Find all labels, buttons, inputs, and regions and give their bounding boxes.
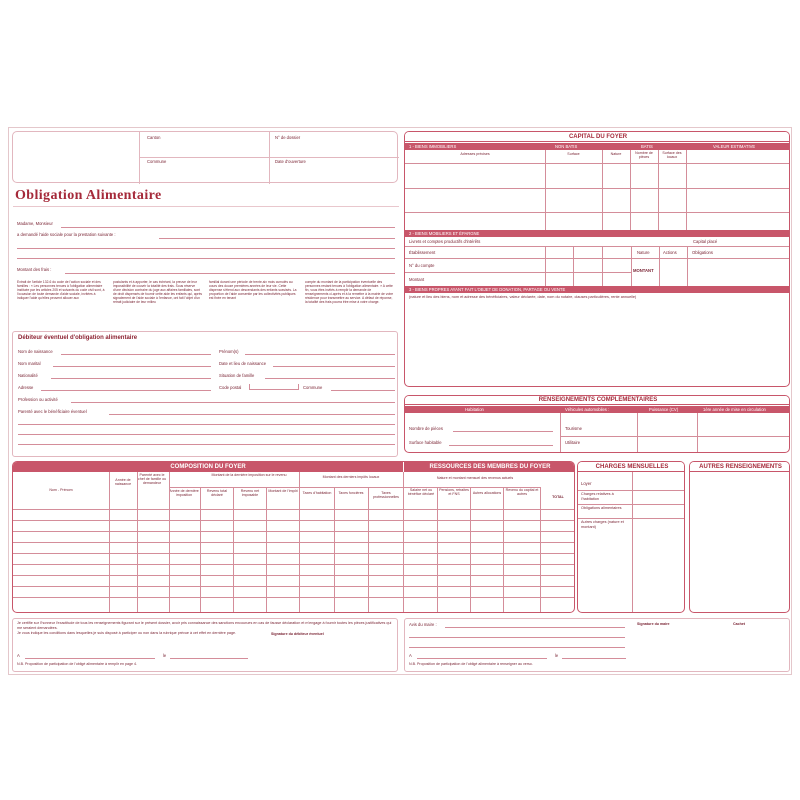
situation-field[interactable] bbox=[265, 378, 395, 379]
section-1-bar bbox=[405, 143, 790, 150]
info-paragraph-1: Extrait de l'article 132-6 du code de l'action sociale et des familles : « Les personnes tenues à l'obligation alimentaire instituée par les articles 205 et suivants du code civil sont, à l'occasion de toute demande d'aide sociale, invitées à indiquer l'aide qu'elles peuvent allouer aux bbox=[17, 280, 105, 300]
nature-header: Nature bbox=[610, 152, 622, 156]
livrets-label: Livrets et comptes productifs d'intérêts bbox=[409, 239, 481, 244]
taxe-fonc-header: Taxes foncières bbox=[338, 491, 364, 495]
surface-field[interactable] bbox=[449, 445, 553, 446]
section-3-label: 3 - BIENS PROPRES AYANT FAIT L'OBJET DE DONATION, PARTAGE OU VENTE bbox=[409, 287, 566, 292]
page-title: Obligation Alimentaire bbox=[15, 188, 162, 203]
adresse-label: Adresse bbox=[18, 385, 34, 390]
composition-title: COMPOSITION DU FOYER bbox=[13, 462, 403, 472]
commune-field-label: Commune bbox=[303, 385, 323, 390]
nature2-label: Nature bbox=[637, 250, 650, 255]
utilitaire-label: Utilitaire bbox=[565, 440, 581, 445]
total-header: TOTAL bbox=[552, 495, 564, 499]
nb-pieces-field[interactable] bbox=[453, 431, 553, 432]
nb-right: N.B. Proposition de participation de l'obligé alimentaire à renseigner au verso. bbox=[409, 662, 533, 666]
renseignements-box bbox=[404, 395, 790, 453]
avis-maire-field[interactable] bbox=[445, 627, 625, 628]
le-field-right[interactable] bbox=[562, 658, 626, 659]
pensions-header: Pensions, retraites et FNS bbox=[439, 488, 469, 497]
ressources-title: RESSOURCES DES MEMBRES DU FOYER bbox=[403, 462, 575, 472]
footer-right bbox=[404, 618, 790, 672]
batis-label: BATIS bbox=[641, 144, 653, 149]
madame-field[interactable] bbox=[61, 227, 395, 228]
renseignements-title: RENSEIGNEMENTS COMPLÉMENTAIRES bbox=[405, 396, 790, 405]
charges-title: CHARGES MENSUELLES bbox=[578, 462, 685, 472]
demande-field[interactable] bbox=[159, 238, 395, 239]
renseignements-bar bbox=[405, 406, 790, 413]
dossier-label: N° de dossier bbox=[275, 135, 301, 140]
info-paragraph-2: postulants et à apporter, le cas échéant, la preuve de leur impossibilité de couvrir la totalité des frais. Sous réserve d'une décision contraire du juge aux affaires familiales, sont de droit dispensés de fournir cette aide les enfants qui, après signalement de l'aide sociale à l'enfance, ont fait l'objet d'un retrait judiciaire de leur milieu bbox=[113, 280, 203, 304]
autres-charges-label: Autres charges (nature et montant) bbox=[581, 520, 624, 529]
section-2-label: 2 - BIENS MOBILIERS ET ÉPARGNE bbox=[409, 231, 480, 236]
parente-field[interactable] bbox=[109, 414, 395, 415]
composition-box bbox=[12, 461, 575, 613]
a-label-right: A bbox=[409, 653, 412, 658]
date-lieu-label: Date et lieu de naissance bbox=[219, 361, 267, 366]
annee-imposition-header: Année de dernière imposition bbox=[169, 489, 199, 498]
charges-box bbox=[577, 461, 685, 613]
revenu-capital-header: Revenu du capital et autres bbox=[505, 488, 539, 497]
annee-circ-label: 1ère année de mise en circulation bbox=[703, 407, 766, 412]
capital-place-label: Capital placé bbox=[693, 239, 718, 244]
revenu-total-header: Revenu total déclaré bbox=[206, 489, 228, 498]
autres-alloc-header: Autres allocations bbox=[472, 491, 502, 495]
nationalite-label: Nationalité bbox=[18, 373, 38, 378]
profession-label: Profession ou activité bbox=[18, 397, 58, 402]
a-label-left: A bbox=[17, 653, 20, 658]
adresses-header: Adresses précises bbox=[460, 152, 490, 156]
obligations-alim-label: Obligations alimentaires bbox=[581, 506, 622, 510]
le-label-left: le bbox=[163, 653, 167, 658]
form-sheet bbox=[8, 127, 792, 675]
revenu-net-header: Revenu net imposable bbox=[240, 489, 260, 498]
actions-label: Actions bbox=[663, 250, 677, 255]
parente-header: Parenté avec le chef de famille ou demandeur bbox=[137, 473, 167, 486]
nom-marital-field[interactable] bbox=[53, 366, 211, 367]
section-3-detail: (nature et lieu des biens, nom et adresse des bénéficiaires, valeur déclarée, date, nom du notaire, clauses particulières, rente annuelle) bbox=[409, 295, 637, 299]
info-paragraph-3: familial durant une période de trente-six mois cumulés au cours des douze premières années de leur vie. Cette dispense s'étend aux descendants des enfants susvisés. La proportion de l'aide consentie par les collectivités publiques est fixée en tenant bbox=[209, 280, 297, 300]
nom-marital-label: Nom marital bbox=[18, 361, 41, 366]
non-batis-label: NON BATIS bbox=[555, 144, 578, 149]
salaire-header: Salaire net ou bénéfice déclaré bbox=[407, 488, 435, 497]
nom-naissance-label: Nom de naissance bbox=[18, 349, 53, 354]
adresse-field[interactable] bbox=[41, 390, 211, 391]
code-postal-field[interactable] bbox=[249, 384, 299, 390]
autres-renseignements-title: AUTRES RENSEIGNEMENTS bbox=[690, 462, 790, 472]
habitation-label: Habitation bbox=[465, 407, 484, 412]
parente-label: Parenté avec le bénéficiaire éventuel bbox=[18, 409, 87, 414]
nb-pieces-rens-label: Nombre de pièces bbox=[409, 426, 443, 431]
code-postal-label: Code postal bbox=[219, 385, 242, 390]
footer-left bbox=[12, 618, 398, 672]
surface-rens-label: Surface habitable bbox=[409, 440, 442, 445]
prenoms-field[interactable] bbox=[245, 354, 395, 355]
autres-renseignements-box bbox=[689, 461, 790, 613]
nationalite-field[interactable] bbox=[51, 378, 211, 379]
madame-label: Madame, Monsieur bbox=[17, 221, 53, 226]
valeur-label: VALEUR ESTIMATIVE bbox=[713, 144, 756, 149]
surface-locaux-header: Surface des locaux bbox=[662, 151, 682, 160]
date-lieu-field[interactable] bbox=[273, 366, 395, 367]
le-label-right: le bbox=[555, 653, 559, 658]
etablissement-label: Établissement bbox=[409, 250, 436, 255]
nom-prenom-header: Nom - Prénom bbox=[49, 488, 73, 492]
info-paragraph-4: compte du montant de la participation éventuelle des personnes restant tenues à l'obligation alimentaire. » A cette fin, vous êtes invités à remplir la demande de renseignements ci-après et à la remettre à la mairie de votre résidence pour transmettre au service. A défaut de réponse, la totalité des frais pourra être mise à votre charge. bbox=[305, 280, 394, 304]
montant-field[interactable] bbox=[65, 273, 395, 274]
puissance-label: Puissance (CV) bbox=[649, 407, 679, 412]
canton-label: Canton bbox=[147, 135, 161, 140]
nb-left: N.B. Proposition de participation de l'obligé alimentaire à remplir en page 4. bbox=[17, 662, 137, 666]
date-ouverture-label: Date d'ouverture bbox=[275, 159, 306, 164]
taxe-hab-header: Taxes d'habitation bbox=[302, 491, 332, 495]
loyer-label: Loyer bbox=[581, 481, 592, 486]
montant-label: Montant des frais : bbox=[17, 267, 52, 272]
commune-label: Commune bbox=[147, 159, 167, 164]
prenoms-label: Prénom(s) bbox=[219, 349, 239, 354]
nb-pieces-header: Nombre de pièces bbox=[635, 151, 653, 160]
signature-maire-label: Signature du maire bbox=[637, 622, 670, 626]
impots-locaux-header: Montant des derniers impôts locaux bbox=[322, 475, 380, 479]
capital-box bbox=[404, 131, 790, 387]
a-field-right[interactable] bbox=[417, 658, 547, 659]
a-field-left[interactable] bbox=[25, 658, 155, 659]
debiteur-box bbox=[12, 331, 398, 457]
vehicules-label: Véhicules automobiles : bbox=[565, 407, 610, 412]
montant-impot-header: Montant de l'impôt bbox=[268, 489, 298, 493]
taxe-pro-header: Taxes professionnelles bbox=[373, 491, 399, 500]
signature-debiteur-label: Signature du débiteur éventuel bbox=[271, 632, 324, 636]
avis-maire-label: Avis du maire : bbox=[409, 622, 437, 627]
montant-cap-label: Montant bbox=[409, 277, 425, 282]
montant-imposition-header: Montant de la dernière imposition sur le revenu bbox=[211, 473, 287, 477]
demande-label: a demandé l'aide sociale pour la prestation suivante : bbox=[17, 232, 116, 237]
section-1-label: 1 - BIENS IMMOBILIERS bbox=[409, 144, 457, 149]
le-field-left[interactable] bbox=[170, 658, 248, 659]
charges-habitation-label: Charges relatives à l'habitation bbox=[581, 492, 614, 501]
conditions-text: Je vous indique les conditions dans lesquelles je suis disposé à participer ou non dans la rubrique prévue à cet effet en dernière page. bbox=[17, 631, 237, 635]
commune-field[interactable] bbox=[331, 390, 395, 391]
surface-header: Surface bbox=[567, 152, 580, 156]
annee-naissance-header: Année de naissance bbox=[114, 478, 132, 487]
nom-naissance-field[interactable] bbox=[61, 354, 211, 355]
capital-title: CAPITAL DU FOYER bbox=[405, 132, 790, 142]
tourisme-label: Tourisme bbox=[565, 426, 582, 431]
situation-label: Situation de famille bbox=[219, 373, 255, 378]
section-3-bar bbox=[405, 286, 790, 293]
debiteur-title: Débiteur éventuel d'obligation alimentaire bbox=[18, 335, 138, 341]
obligations-label: Obligations bbox=[692, 250, 713, 255]
section-2-bar bbox=[405, 230, 790, 237]
cachet-label: Cachet bbox=[733, 622, 745, 626]
certify-text: Je certifie sur l'honneur l'exactitude de tous les renseignements figurant sur le présent dossier, avoir pris connaissance des sanctions encourues en cas de fausse déclaration et m'engage à fournir toutes les pièces justificatives qui me seraient demandées. bbox=[17, 621, 392, 630]
montant-caps-label: MONTANT bbox=[633, 268, 654, 273]
profession-field[interactable] bbox=[71, 402, 395, 403]
nature-revenus-header: Nature et montant mensuel des revenus actuels bbox=[436, 476, 514, 480]
num-compte-label: N° du compte bbox=[409, 263, 435, 268]
header-box bbox=[12, 131, 398, 183]
